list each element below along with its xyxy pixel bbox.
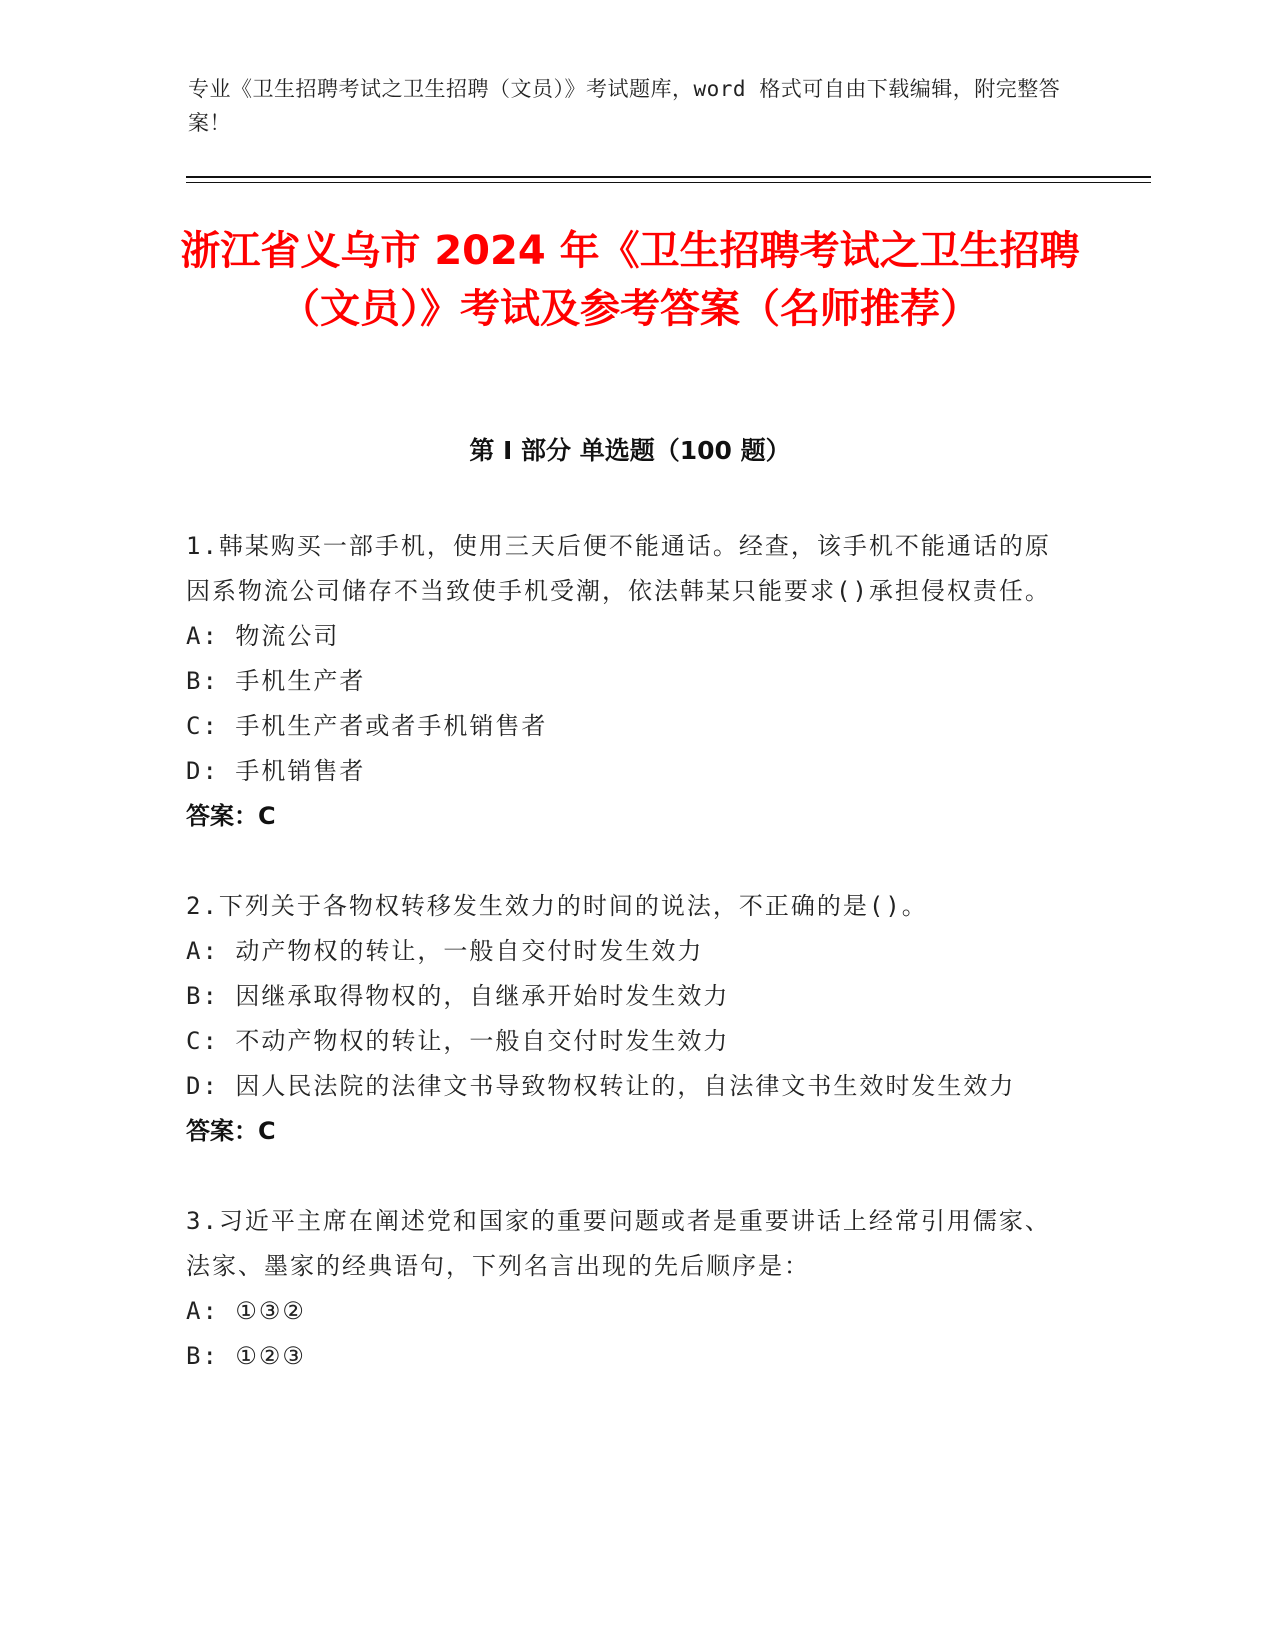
option-a: A: ①③② [186,1297,306,1325]
question-2 [186,884,1066,1154]
question-1 [186,524,1066,839]
option-d: D: 手机销售者 [186,757,366,785]
question-stem: 2.下列关于各物权转移发生效力的时间的说法，不正确的是()。 [186,892,928,920]
document-title: 浙江省义乌市 2024 年《卫生招聘考试之卫生招聘（文员）》考试及参考答案（名师推荐） [180,228,1080,332]
option-a: A: 物流公司 [186,622,340,650]
question-spacer [186,1154,1066,1199]
header-divider-thick [186,176,1151,178]
answer: 答案：C [186,802,276,830]
question-3 [186,1199,1066,1379]
option-a: A: 动产物权的转让，一般自交付时发生效力 [186,937,704,965]
option-d: D: 因人民法院的法律文书导致物权转让的，自法律文书生效时发生效力 [186,1072,1016,1100]
answer: 答案：C [186,1117,276,1145]
option-c: C: 手机生产者或者手机销售者 [186,712,548,740]
question-stem: 1.韩某购买一部手机，使用三天后便不能通话。经查，该手机不能通话的原因系物流公司储存不当致使手机受潮，依法韩某只能要求()承担侵权责任。 [186,532,1051,605]
header-note: 专业《卫生招聘考试之卫生招聘（文员）》考试题库，word 格式可自由下载编辑，附完整答案！ [188,77,1061,135]
section-title: 第 I 部分 单选题（100 题） [469,436,791,465]
question-spacer [186,839,1066,884]
option-b: B: 手机生产者 [186,667,366,695]
option-b: B: 因继承取得物权的，自继承开始时发生效力 [186,982,730,1010]
option-c: C: 不动产物权的转让，一般自交付时发生效力 [186,1027,730,1055]
option-b: B: ①②③ [186,1342,306,1370]
question-list [186,524,1066,1379]
header-divider-thin [186,182,1151,183]
question-stem: 3.习近平主席在阐述党和国家的重要问题或者是重要讲话上经常引用儒家、法家、墨家的经典语句，下列名言出现的先后顺序是： [186,1207,1051,1280]
